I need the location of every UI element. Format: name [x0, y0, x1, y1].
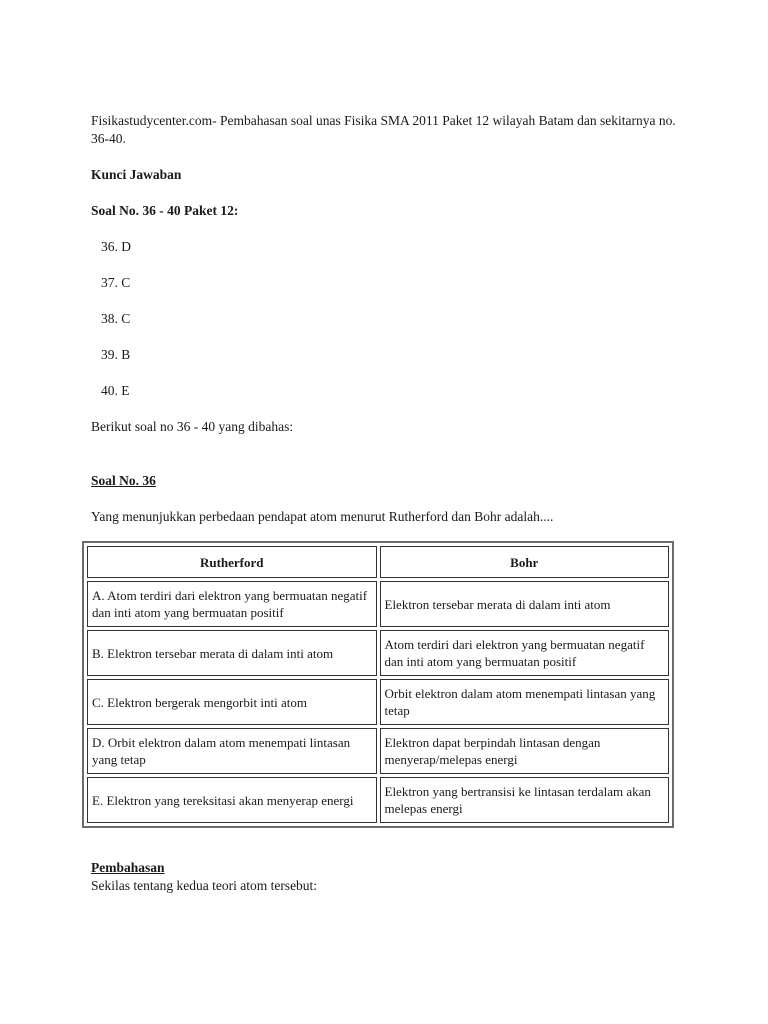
- answer-item: 36. D: [101, 239, 131, 254]
- column-header-bohr: Bohr: [380, 546, 670, 578]
- discussion-intro: Berikut soal no 36 - 40 yang dibahas:: [91, 419, 294, 434]
- table-row: [87, 630, 669, 676]
- table-row: [87, 728, 669, 774]
- column-header-rutherford: Rutherford: [87, 546, 377, 578]
- table-cell: Elektron tersebar merata di dalam inti atom: [380, 581, 670, 627]
- intro-text: Fisikastudycenter.com- Pembahasan soal unas Fisika SMA 2011 Paket 12 wilayah Batam dan sekitarnya no. 36-40.: [91, 113, 676, 146]
- table-cell: E. Elektron yang tereksitasi akan menyerap energi: [87, 777, 377, 823]
- table-cell: Elektron yang bertransisi ke lintasan terdalam akan melepas energi: [380, 777, 670, 823]
- table-row: [87, 777, 669, 823]
- table-cell: Atom terdiri dari elektron yang bermuatan negatif dan inti atom yang bermuatan positif: [380, 630, 670, 676]
- answer-item: 40. E: [101, 383, 130, 398]
- question-36-title: Soal No. 36: [91, 473, 156, 488]
- table-cell: Elektron dapat berpindah lintasan dengan menyerap/melepas energi: [380, 728, 670, 774]
- discussion-section: [91, 859, 317, 895]
- table-cell: A. Atom terdiri dari elektron yang bermuatan negatif dan inti atom yang bermuatan positif: [87, 581, 377, 627]
- comparison-table-wrapper: [82, 541, 674, 828]
- answer-list: [91, 238, 681, 400]
- discussion-text: Sekilas tentang kedua teori atom tersebut:: [91, 878, 318, 893]
- question-range-title: Soal No. 36 - 40 Paket 12:: [91, 203, 239, 218]
- answer-key-title: Kunci Jawaban: [91, 167, 182, 182]
- table-cell: C. Elektron bergerak mengorbit inti atom: [87, 679, 377, 725]
- table-cell: B. Elektron tersebar merata di dalam inti atom: [87, 630, 377, 676]
- table-cell: Orbit elektron dalam atom menempati lintasan yang tetap: [380, 679, 670, 725]
- answer-item: 39. B: [101, 347, 131, 362]
- table-header-row: [87, 546, 669, 578]
- table-cell: D. Orbit elektron dalam atom menempati lintasan yang tetap: [87, 728, 377, 774]
- table-row: [87, 581, 669, 627]
- discussion-title: Pembahasan: [91, 860, 165, 875]
- document-page: [91, 112, 681, 893]
- question-text: Yang menunjukkan perbedaan pendapat atom menurut Rutherford dan Bohr adalah....: [91, 509, 554, 524]
- answer-item: 37. C: [101, 275, 131, 290]
- table-row: [87, 679, 669, 725]
- answer-item: 38. C: [101, 311, 131, 326]
- comparison-table: [82, 541, 674, 828]
